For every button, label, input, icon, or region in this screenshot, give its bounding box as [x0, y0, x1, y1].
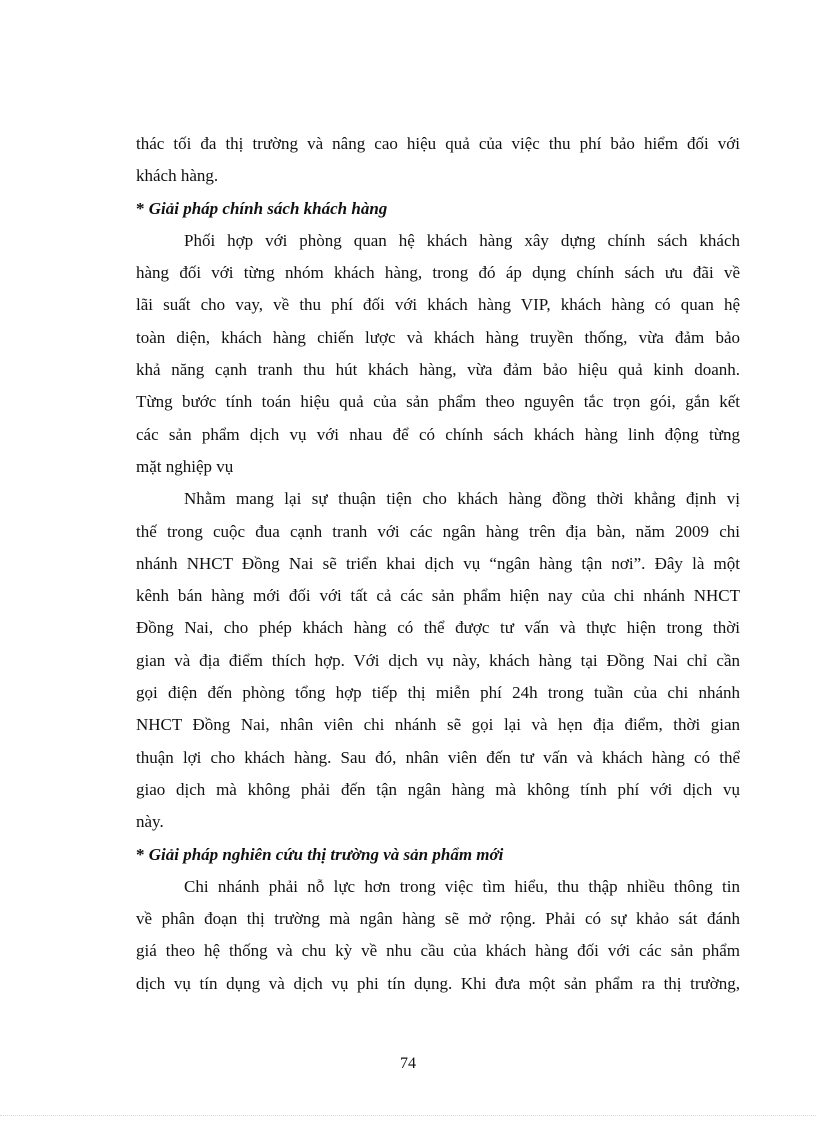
text-line: Đồng Nai, cho phép khách hàng có thể được tư vấn và thực hiện trong thời — [136, 618, 740, 638]
text-line: Phối hợp với phòng quan hệ khách hàng xây dựng chính sách khách — [184, 230, 740, 250]
body-paragraph — [136, 225, 740, 483]
text-line: NHCT Đồng Nai, nhân viên chi nhánh sẽ gọi lại và hẹn địa điểm, thời gian — [136, 715, 740, 735]
text-line: về phân đoạn thị trường mà ngân hàng sẽ mở rộng. Phải có sự khảo sát đánh — [136, 909, 740, 929]
text-line: nhánh NHCT Đồng Nai sẽ triển khai dịch vụ “ngân hàng tận nơi”. Đây là một — [136, 553, 740, 573]
text-line: giao dịch mà không phải đến tận ngân hàng mà không tính phí với dịch vụ — [136, 779, 740, 799]
text-line: khách hàng. — [136, 166, 219, 186]
text-line: dịch vụ tín dụng và dịch vụ phi tín dụng. Khi đưa một sản phẩm ra thị trường, — [136, 973, 740, 993]
text-line: các sản phẩm dịch vụ với nhau để có chính sách khách hàng linh động từng — [136, 424, 740, 444]
text-line: Từng bước tính toán hiệu quả của sản phẩm theo nguyên tắc trọn gói, gắn kết — [136, 392, 740, 412]
heading-title: Giải pháp nghiên cứu thị trường và sản phẩm mới — [148, 844, 504, 864]
text-line: hàng đối với từng nhóm khách hàng, trong đó áp dụng chính sách ưu đãi về — [136, 263, 740, 283]
text-line: gian và địa điểm thích hợp. Với dịch vụ này, khách hàng tại Đồng Nai chỉ cần — [136, 650, 740, 670]
text-line: thác tối đa thị trường và nâng cao hiệu quả của việc thu phí bảo hiểm đối với — [136, 134, 740, 153]
page-number: 74 — [400, 1055, 416, 1072]
body-paragraph — [136, 871, 740, 1000]
text-line: Chi nhánh phải nỗ lực hơn trong việc tìm hiểu, thu thập nhiều thông tin — [184, 876, 740, 896]
text-line: khả năng cạnh tranh thu hút khách hàng, vừa đảm bảo hiệu quả kinh doanh. — [136, 360, 740, 380]
text-line: toàn diện, khách hàng chiến lược và khách hàng truyền thống, vừa đảm bảo — [136, 327, 740, 347]
text-line: này. — [136, 812, 164, 832]
text-line: mặt nghiệp vụ — [136, 456, 234, 476]
text-line: gọi điện đến phòng tổng hợp tiếp thị miễn phí 24h trong tuần của chi nhánh — [136, 683, 740, 703]
page-bottom-divider — [0, 1115, 816, 1116]
text-line: giá theo hệ thống và chu kỳ về nhu cầu của khách hàng đối với các sản phẩm — [136, 941, 740, 961]
text-line: thế trong cuộc đua cạnh tranh với các ngân hàng trên địa bàn, năm 2009 chi — [136, 521, 740, 541]
body-paragraph — [136, 483, 740, 838]
continuation-paragraph — [136, 128, 740, 193]
text-line: Nhằm mang lại sự thuận tiện cho khách hàng đồng thời khẳng định vị — [184, 489, 740, 509]
document-body — [136, 128, 740, 1000]
section-heading — [136, 193, 740, 225]
heading-bullet: * — [136, 198, 145, 218]
section-heading — [136, 839, 740, 871]
text-line: lãi suất cho vay, về thu phí đối với khách hàng VIP, khách hàng có quan hệ — [136, 295, 740, 315]
text-line: kênh bán hàng mới đối với tất cả các sản phẩm hiện nay của chi nhánh NHCT — [136, 586, 740, 606]
heading-title: Giải pháp chính sách khách hàng — [148, 198, 388, 218]
text-line: thuận lợi cho khách hàng. Sau đó, nhân viên đến tư vấn và khách hàng có thể — [136, 747, 740, 767]
heading-bullet: * — [136, 844, 145, 864]
